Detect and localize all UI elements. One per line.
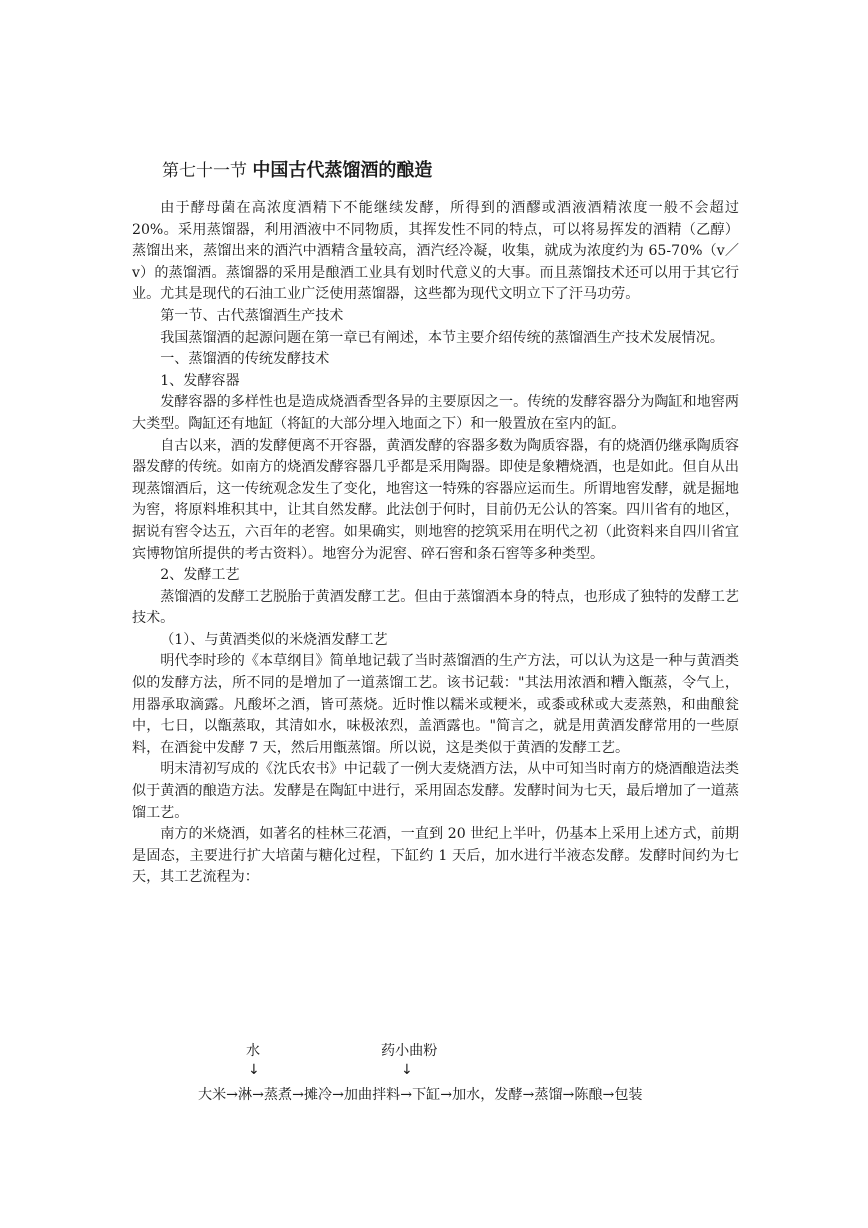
- subsection-heading: 第一节、古代蒸馏酒生产技术: [160, 307, 344, 324]
- paragraph: 由于酵母菌在高浓度酒精下不能继续发酵，所得到的酒醪或酒液酒精浓度一般不会超过 20%。采用蒸馏器，利用酒液中不同物质，其挥发性不同的特点，可以将易挥发的酒精（乙醇）蒸馏出来，蒸馏出来的酒汽中酒精含量较高，酒汽经冷凝，收集，就成为浓度约为 65-70%（v／v）的蒸馏酒。蒸馏器的采用是酿酒工业具有划时代意义的大事。而且蒸馏技术还可以用于其它行业。尤其是现代的石油工业广泛使用蒸馏器，这些都为现代文明立下了汗马功劳。: [132, 200, 739, 303]
- down-arrow-icon: ↓: [401, 1062, 413, 1078]
- subsection-heading: 1、发酵容器: [160, 372, 240, 389]
- subsection-heading: 2、发酵工艺: [160, 567, 240, 584]
- paragraph: 发酵容器的多样性也是造成烧酒香型各异的主要原因之一。传统的发酵容器分为陶缸和地窖两大类型。陶缸还有地缸（将缸的大部分埋入地面之下）和一般置放在室内的缸。: [132, 394, 739, 432]
- flow-input-water: 水: [246, 1043, 261, 1059]
- body-text: [132, 198, 739, 889]
- section-number: 第七十一节: [162, 161, 247, 181]
- flow-process-chain: 大米→淋→蒸煮→摊冷→加曲拌料→下缸→加水，发酵→蒸馏→陈酿→包装: [198, 1087, 643, 1103]
- paragraph: 我国蒸馏酒的起源问题在第一章已有阐述，本节主要介绍传统的蒸馏酒生产技术发展情况。: [160, 329, 724, 346]
- paragraph: 明末清初写成的《沈氏农书》中记载了一例大麦烧酒方法，从中可知当时南方的烧酒酿造法类似于黄酒的酿造方法。发酵是在陶缸中进行，采用固态发酵。发酵时间为七天，最后增加了一道蒸馏工艺。: [132, 761, 739, 821]
- paragraph: 蒸馏酒的发酵工艺脱胎于黄酒发酵工艺。但由于蒸馏酒本身的特点，也形成了独特的发酵工艺技术。: [132, 588, 739, 627]
- subsection-heading: （1）、与黄酒类似的米烧酒发酵工艺: [160, 631, 388, 648]
- paragraph: 南方的米烧酒，如著名的桂林三花酒，一直到 20 世纪上半叶，仍基本上采用上述方式，前期是固态，主要进行扩大培菌与糖化过程，下缸约 1 天后，加水进行半液态发酵。发酵时间约为七天，其工艺流程为：: [132, 826, 739, 886]
- section-heading: 中国古代蒸馏酒的酿造: [252, 160, 433, 181]
- down-arrow-icon: ↓: [248, 1062, 260, 1078]
- section-title: [162, 158, 432, 184]
- paragraph: 明代李时珍的《本草纲目》简单地记载了当时蒸馏酒的生产方法，可以认为这是一种与黄酒类似的发酵方法，所不同的是增加了一道蒸馏工艺。该书记载："其法用浓酒和糟入甑蒸，令气上，用器承取滴露。凡酸坏之酒，皆可蒸烧。近时惟以糯米或粳米，或黍或秫或大麦蒸熟，和曲酿瓮中，七日，以甑蒸取，其清如水，味极浓烈，盖酒露也。"简言之，就是用黄酒发酵常用的一些原料，在酒瓮中发酵 7 天，然后用甑蒸馏。所以说，这是类似于黄酒的发酵工艺。: [132, 653, 739, 756]
- subsection-heading: 一、蒸馏酒的传统发酵技术: [160, 351, 330, 368]
- flow-input-yeast-powder: 药小曲粉: [381, 1043, 438, 1059]
- paragraph: 自古以来，酒的发酵便离不开容器，黄酒发酵的容器多数为陶质容器，有的烧酒仍继承陶质容器发酵的传统。如南方的烧酒发酵容器几乎都是采用陶器。即使是象糟烧酒，也是如此。但自从出现蒸馏酒后，这一传统观念发生了变化，地窖这一特殊的容器应运而生。所谓地窖发酵，就是掘地为窖，将原料堆积其中，让其自然发酵。此法创于何时，目前仍无公认的答案。四川省有的地区，据说有窖令达五，六百年的老窖。如果确实，则地窖的挖筑采用在明代之初（此资料来自四川省宜宾博物馆所提供的考古资料）。地窖分为泥窖、碎石窖和条石窖等多种类型。: [132, 437, 739, 562]
- process-flow-diagram: [0, 1040, 868, 1120]
